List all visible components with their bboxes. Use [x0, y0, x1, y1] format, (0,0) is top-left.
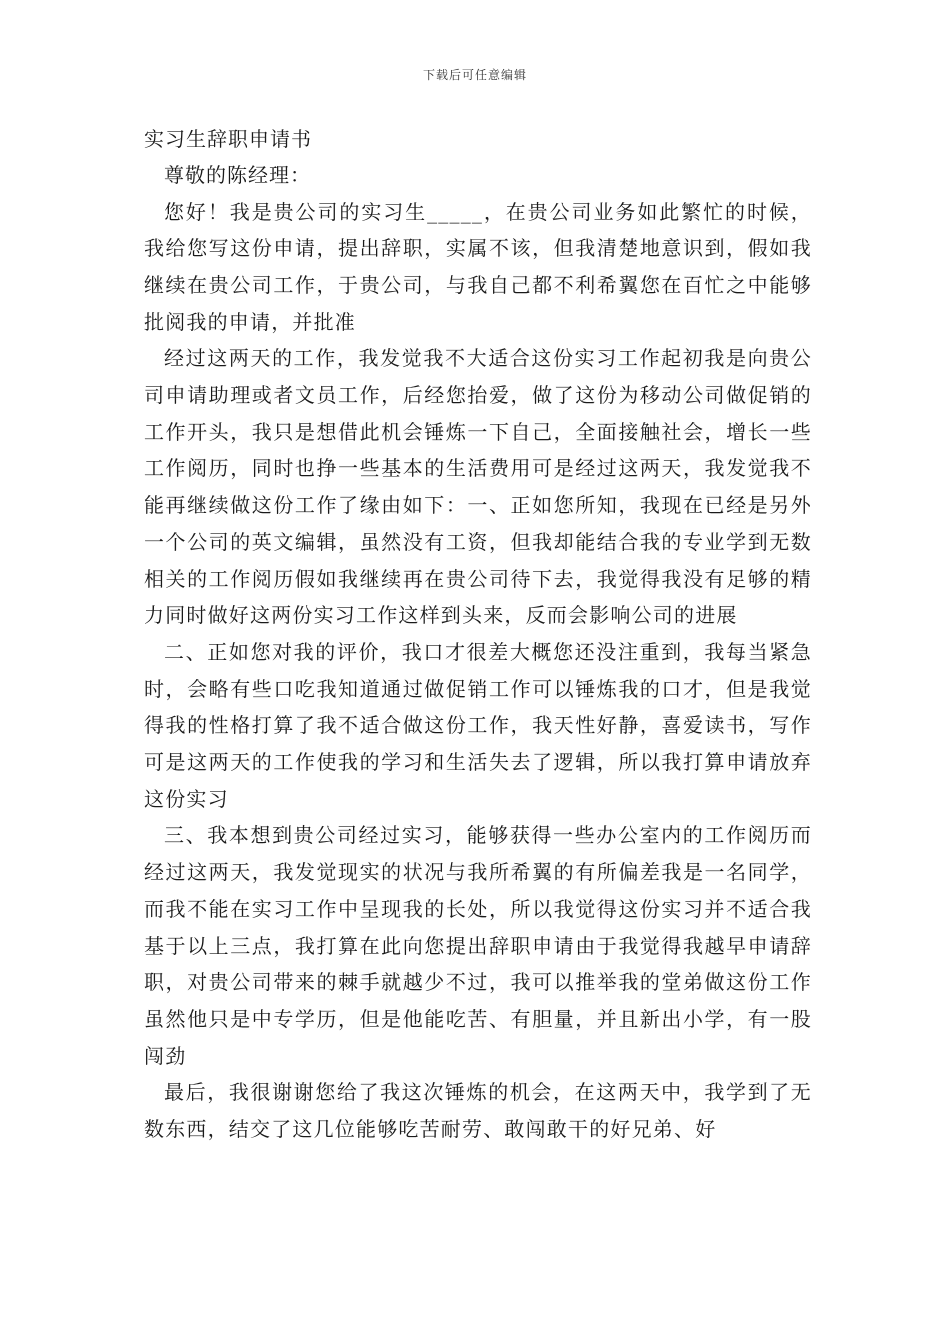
paragraph-reason-one: 经过这两天的工作，我发觉我不大适合这份实习工作起初我是向贵公司申请助理或者文员工作，后经您抬爱，做了这份为移动公司做促销的工作开头，我只是想借此机会锤炼一下自己，全面接触社会，增长一些工作阅历，同时也挣一些基本的生活费用可是经过这两天，我发觉我不能再继续做这份工作了缘由如下：一、正如您所知，我现在已经是另外一个公司的英文编辑，虽然没有工资，但我却能结合我的专业学到无数相关的工作阅历假如我继续再在贵公司待下去，我觉得我没有足够的精力同时做好这两份实习工作这样到头来，反而会影响公司的进展 — [144, 346, 812, 628]
paragraph-closing: 最后，我很谢谢您给了我这次锤炼的机会，在这两天中，我学到了无数东西，结交了这几位能够吃苦耐劳、敢闯敢干的好兄弟、好 — [144, 1080, 812, 1142]
paragraph-greeting: 您好！我是贵公司的实习生_____，在贵公司业务如此繁忙的时候，我给您写这份申请，提出辞职，实属不该，但我清楚地意识到，假如我继续在贵公司工作，于贵公司，与我自己都不利希翼您在百忙之中能够批阅我的申请，并批准 — [144, 199, 812, 334]
salutation: 尊敬的陈经理： — [164, 163, 311, 187]
page-header-note: 下载后可任意编辑 — [422, 68, 527, 82]
document-body — [144, 121, 812, 1148]
document-title: 实习生辞职申请书 — [144, 127, 312, 151]
paragraph-reason-three: 三、我本想到贵公司经过实习，能够获得一些办公室内的工作阅历而经过这两天，我发觉现实的状况与我所希翼的有所偏差我是一名同学，而我不能在实习工作中呈现我的长处，所以我觉得这份实习并不适合我基于以上三点，我打算在此向您提出辞职申请由于我觉得我越早申请辞职，对贵公司带来的棘手就越少不过，我可以推举我的堂弟做这份工作虽然他只是中专学历，但是他能吃苦、有胆量，并且新出小学，有一股闯劲 — [144, 823, 812, 1068]
paragraph-reason-two: 二、正如您对我的评价，我口才很差大概您还没注重到，我每当紧急时，会略有些口吃我知道通过做促销工作可以锤炼我的口才，但是我觉得我的性格打算了我不适合做这份工作，我天性好静，喜爱读书，写作可是这两天的工作使我的学习和生活失去了逻辑，所以我打算申请放弃这份实习 — [144, 639, 812, 811]
